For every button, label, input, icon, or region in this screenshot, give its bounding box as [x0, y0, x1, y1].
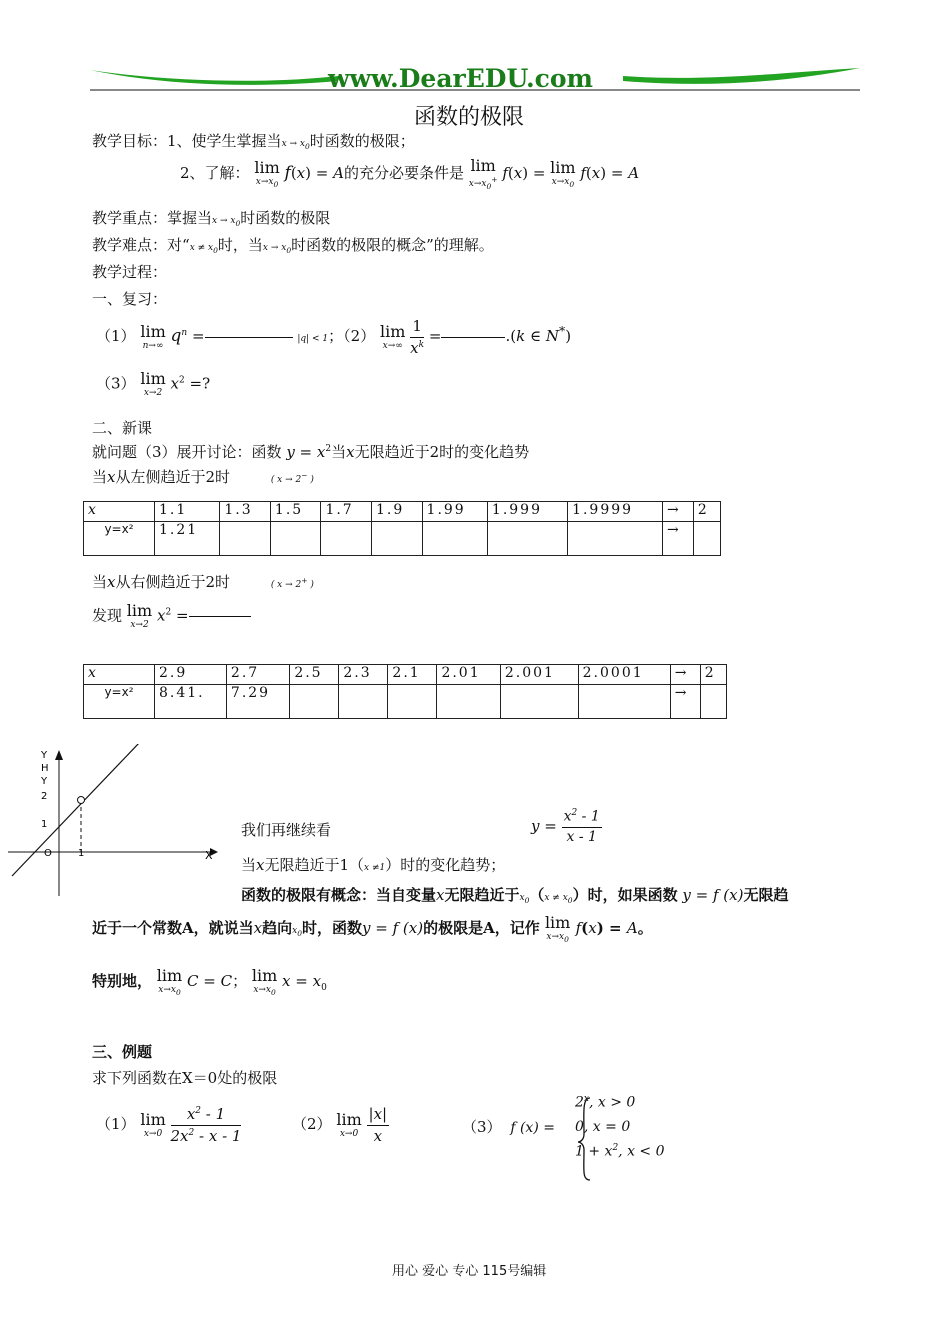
table-cell: 8.41. — [155, 685, 227, 719]
page-title: 函数的极限 — [414, 105, 525, 130]
lim-e2: lim x→0 — [336, 1109, 362, 1139]
left-b: 从左侧趋近于2时 — [115, 468, 231, 486]
lim-def: lim $x\to x_0$ — [544, 913, 571, 944]
function-graph — [8, 744, 228, 904]
lim-x-x0-plus: lim $x\to x_0^+$ — [468, 156, 498, 191]
table-cell: → — [670, 665, 700, 685]
piece-3: $1 + x^2$, x < 0 — [575, 1143, 665, 1160]
discuss-b: 当 — [331, 443, 347, 461]
math-fx-eq-A: f — [284, 163, 291, 184]
def-b: 无限趋近于 — [444, 886, 520, 904]
goals-label: 教学目标： — [92, 132, 168, 150]
lim-x-x0: lim $x\to x_0$ — [254, 158, 280, 189]
table-cell — [487, 522, 567, 556]
discuss-line: 就问题（3）展开讨论：函数 $y = x^2$当x无限趋近于2时的变化趋势 — [92, 443, 530, 461]
table-cell — [578, 685, 670, 719]
lim-x: lim $x\to x_0$ — [251, 966, 278, 997]
table-cell — [693, 522, 720, 556]
x-axis-label: X — [205, 849, 213, 862]
when-a: 当 — [241, 856, 257, 874]
footer: 用心 爱心 专心 115号编辑 — [392, 1264, 547, 1279]
y-letter-4: 2 — [41, 791, 48, 802]
e2-label: （2） — [292, 1115, 332, 1133]
hole-point — [78, 797, 85, 804]
goal-1 — [92, 130, 415, 151]
frac-1-over-xk: $\frac{1}{x^k}$ — [410, 317, 425, 357]
key-point: 教学重点：掌握当$x \to x_0$时函数的极限 — [92, 209, 331, 228]
def2-a: 近于一个常数A，就说当 — [92, 919, 254, 938]
difficulty: 教学难点：对“$x \ne x_0$时，当$x \to x_0$时函数的极限的概念”的理解。 — [92, 236, 494, 255]
table-row — [84, 665, 727, 685]
x-tick-1: 1 — [78, 848, 85, 859]
review-1: （1） lim n→∞ $q^n = |q| < 1$；（2） lim x→∞ $\frac{1}{x^k}$ = .(k ∈ N*) — [96, 317, 572, 357]
right-b: 从右侧趋近于2时 — [115, 573, 231, 591]
def-e: 无限趋 — [743, 886, 789, 904]
origin-label: O — [44, 848, 52, 859]
lim-c: lim $x\to x_0$ — [156, 966, 183, 997]
table-cell: 2.0001 — [578, 665, 670, 685]
lim-x-inf: lim x→∞ — [379, 321, 406, 351]
example-1: （1） lim x→0 $\frac{x^2 - 1}{2x^2 - x - 1}$ — [96, 1105, 242, 1145]
examples-label: 三、例题 — [92, 1043, 153, 1061]
right-a: 当 — [92, 573, 108, 591]
table-cell: 2.1 — [388, 665, 437, 685]
definition-line-1: 函数的极限有概念：当自变量x无限趋近于$x_0(x \ne x_0)$时，如果函数 y = f (x)无限趋 — [241, 886, 789, 905]
goal1-text-b: 时函数的极限； — [309, 132, 415, 150]
table-cell: 1.5 — [270, 502, 321, 522]
table-row — [84, 502, 721, 522]
y-axis-arrow — [55, 750, 63, 760]
right-approach: 当x从右侧趋近于2时 ( x → 2+ ) — [92, 573, 314, 591]
diff-text-b: 时，当 — [217, 236, 263, 254]
table2-y-header: y=x² — [84, 685, 155, 719]
example-3: （3） f (x) = — [462, 1118, 555, 1136]
goal1-text-a: 1、使学生掌握当 — [167, 132, 282, 150]
table-cell: 1.9 — [372, 502, 423, 522]
left-approach: 当x从左侧趋近于2时 ( x → 2− ) — [92, 468, 314, 486]
review-label: 一、复习： — [92, 290, 168, 308]
def-c: （ — [529, 886, 545, 904]
left-swoosh — [90, 70, 338, 85]
table-cell — [388, 685, 437, 719]
goal-2: 2、了解： lim $x\to x_0$ f(x) = A的充分必要条件是 lim $x\to x_0^+$ f(x) = lim $x\to x_0$ f(x) = A — [180, 156, 640, 191]
lim-e1: lim x→0 — [140, 1109, 166, 1139]
r1-label: （1） — [96, 327, 136, 345]
piece-1: 2$^x$, x > 0 — [575, 1094, 636, 1111]
semicolon: ； — [232, 972, 248, 991]
table-cell: → — [663, 502, 694, 522]
right-swoosh — [623, 68, 860, 84]
found-line: 发现 lim x→2 $x^2$ = — [92, 603, 251, 630]
lim-x-2: lim x→2 — [140, 369, 166, 398]
piece-2: 0, x = 0 — [575, 1119, 631, 1135]
when-c: ）时的变化趋势； — [385, 856, 506, 874]
table-cell: 7.29 — [226, 685, 289, 719]
table-cell: 2.01 — [437, 665, 500, 685]
discuss-c: 无限趋近于2时的变化趋势 — [354, 443, 530, 461]
banner-text: www.DearEDU.com — [328, 64, 594, 93]
table-cell — [321, 522, 372, 556]
table-cell — [500, 685, 578, 719]
left-a: 当 — [92, 468, 108, 486]
goal2-text-a: 2、了解： — [180, 164, 250, 183]
diff-text-c: 时函数的极限的概念”的理解。 — [291, 236, 494, 254]
function-line — [12, 744, 140, 876]
table-left — [83, 501, 721, 556]
eq-question: =? — [189, 374, 211, 393]
table-cell: 1.21 — [155, 522, 220, 556]
table1-x-header: x — [84, 502, 155, 522]
example-2: （2） lim x→0 $\frac{|x|}{x}$ — [292, 1105, 388, 1145]
table-cell: 2.9 — [155, 665, 227, 685]
table-cell: 1.3 — [220, 502, 271, 522]
when-line: 当x无限趋近于1（x ≠1）时的变化趋势； — [241, 856, 506, 874]
review-3: （3） lim x→2 $x^2$ =? — [96, 369, 211, 398]
table-cell — [437, 685, 500, 719]
table-cell — [372, 522, 423, 556]
goal2-text-b: 的充分必要条件是 — [343, 164, 464, 183]
found-label: 发现 — [92, 606, 123, 625]
key-text-a: 掌握当 — [167, 209, 213, 227]
special-line: 特别地， lim $x\to x_0$ C = C； lim $x\to x_0$ $x = x_0$ — [92, 966, 327, 997]
def2-d: 的极限是A，记作 — [423, 919, 540, 938]
table-row — [84, 522, 721, 556]
special-label: 特别地， — [92, 972, 153, 991]
r2-label: ；（2） — [328, 327, 376, 345]
lim-n-inf: lim n→∞ — [140, 321, 166, 351]
table-cell: 2.001 — [500, 665, 578, 685]
table-cell: 1.9999 — [568, 502, 663, 522]
y-letter-2: H — [41, 763, 49, 774]
function-y-frac: y = $\frac{x^2 - 1}{x - 1}$ — [531, 808, 600, 846]
table-cell: 2 — [700, 665, 726, 685]
table-row — [84, 685, 727, 719]
table-cell: 2 — [693, 502, 720, 522]
table-cell: → — [670, 685, 700, 719]
table-cell — [290, 685, 339, 719]
process-label: 教学过程： — [92, 263, 168, 281]
y-letter-3: Y — [41, 776, 48, 787]
table1-y-header: y=x² — [84, 522, 155, 556]
lim-x-x0-minus: lim $x\to x_0$ — [550, 158, 576, 189]
table-right — [83, 664, 727, 719]
lim-x-2-found: lim x→2 — [126, 601, 153, 630]
math-x-to-x0: $x \to x_0$ — [281, 139, 310, 151]
table-cell: 1.1 — [155, 502, 220, 522]
examples-intro: 求下列函数在X＝0处的极限 — [92, 1069, 278, 1087]
def-a: 函数的极限有概念：当自变量 — [241, 886, 437, 904]
key-text-b: 时函数的极限 — [240, 209, 331, 227]
table-cell: 2.7 — [226, 665, 289, 685]
key-label: 教学重点： — [92, 209, 168, 227]
table-cell: 1.7 — [321, 502, 372, 522]
new-label: 二、新课 — [92, 419, 153, 437]
diff-label: 教学难点： — [92, 236, 168, 254]
def2-b: 趋向 — [262, 919, 293, 938]
discuss-a: 就问题（3）展开讨论：函数 — [92, 443, 282, 461]
table-cell — [568, 522, 663, 556]
table-cell: 1.999 — [487, 502, 567, 522]
table-cell — [270, 522, 321, 556]
table-cell: 2.3 — [339, 665, 388, 685]
table-cell: 1.99 — [422, 502, 487, 522]
table-cell — [422, 522, 487, 556]
continue-text: 我们再继续看 — [241, 821, 332, 839]
def-d: ）时，如果函数 — [572, 886, 678, 904]
y-tick-1: 1 — [41, 819, 48, 830]
when-b: 无限趋近于1（ — [264, 856, 365, 874]
e1-label: （1） — [96, 1115, 136, 1133]
def2-c: 时，函数 — [301, 919, 362, 938]
y-letter-1: Y — [41, 750, 48, 761]
table-cell: → — [663, 522, 694, 556]
table2-x-header: x — [84, 665, 155, 685]
table-cell: 2.5 — [290, 665, 339, 685]
r3-label: （3） — [96, 374, 136, 393]
table-cell — [220, 522, 271, 556]
table-cell — [700, 685, 726, 719]
table-cell — [339, 685, 388, 719]
diff-text-a: 对“ — [167, 236, 190, 254]
e3-label: （3） — [462, 1118, 502, 1136]
definition-line-2: 近于一个常数A，就说当x趋向$x_0$时，函数y = f (x)的极限是A，记作 lim $x\to x_0$ f(x) = A。 — [92, 913, 653, 944]
